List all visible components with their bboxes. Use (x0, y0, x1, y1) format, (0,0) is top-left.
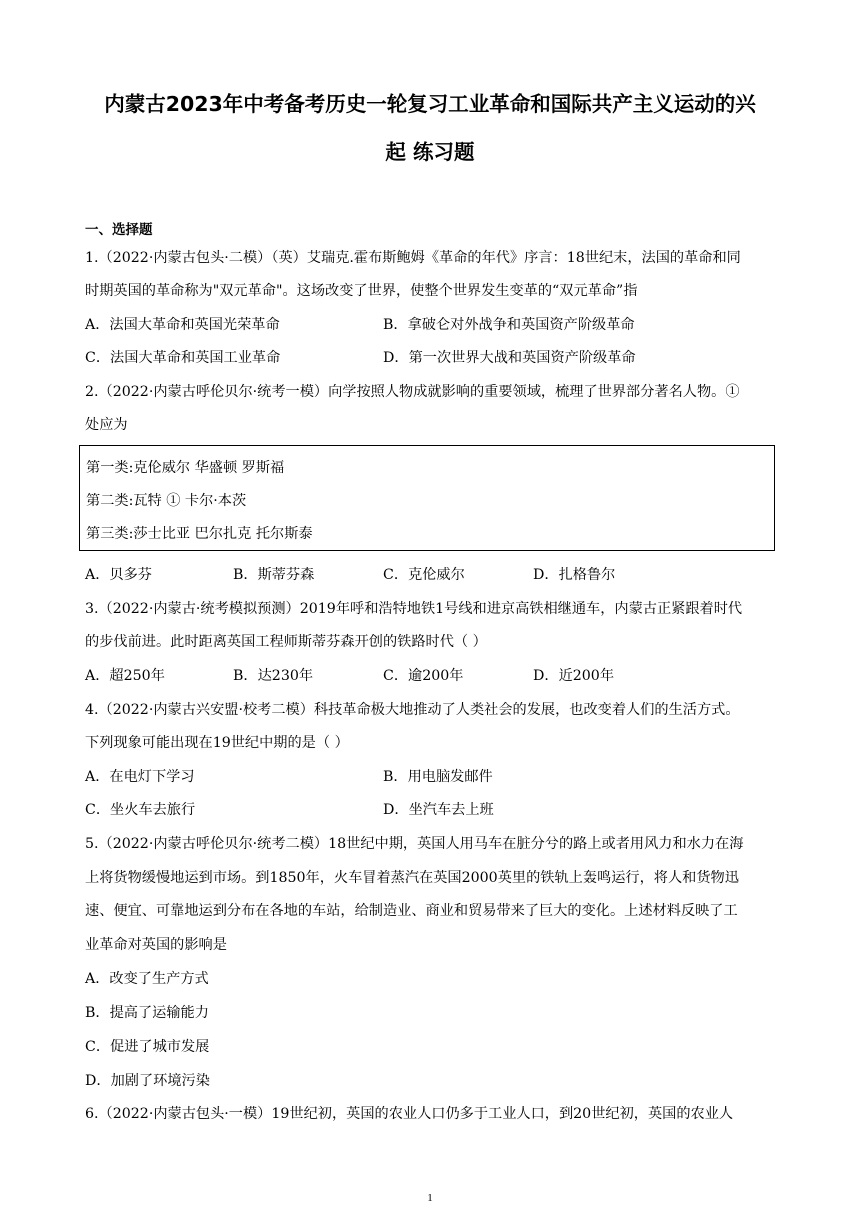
question-4-option-d: D．坐汽车去上班 (383, 802, 494, 818)
section-heading: 一、选择题 (85, 222, 153, 238)
question-4-option-a: A．在电灯下学习 (85, 769, 195, 785)
question-5-option-d: D．加剧了环境污染 (85, 1073, 210, 1089)
question-5-line-3: 速、便宜、可靠地运到分布在各地的车站，给制造业、商业和贸易带来了巨大的变化。上述材料反映了工 (85, 903, 738, 919)
box-row-1: 第一类:克伦威尔 华盛顿 罗斯福 (86, 460, 285, 476)
question-3-option-d: D．近200年 (533, 668, 615, 684)
question-2-line-2: 处应为 (85, 417, 128, 433)
question-5-option-a: A．改变了生产方式 (85, 971, 209, 987)
question-4-option-b: B．用电脑发邮件 (383, 769, 493, 785)
question-5-line-2: 上将货物缓慢地运到市场。到1850年，火车冒着蒸汽在英国2000英里的铁轨上轰鸣运行，将人和货物迅 (85, 870, 739, 886)
question-6-line-1: 6.（2022·内蒙古包头·一模）19世纪初，英国的农业人口仍多于工业人口，到20世纪初，英国的农业人 (85, 1106, 734, 1122)
question-3-option-a: A．超250年 (85, 668, 165, 684)
box-row-2: 第二类:瓦特 ① 卡尔·本茨 (86, 493, 247, 509)
question-2-option-d: D．扎格鲁尔 (533, 567, 616, 583)
question-1-option-c: C．法国大革命和英国工业革命 (85, 350, 281, 366)
question-2-option-a: A．贝多芬 (85, 567, 152, 583)
question-1-option-a: A．法国大革命和英国光荣革命 (85, 317, 280, 333)
question-2-option-c: C．克伦威尔 (383, 567, 465, 583)
question-2-line-1: 2.（2022·内蒙古呼伦贝尔·统考一模）向学按照人物成就影响的重要领域，梳理了世界部分著名人物。① (85, 384, 740, 400)
question-3-option-b: B．达230年 (233, 668, 314, 684)
question-1-line-2: 时期英国的革命称为"双元革命"。这场改变了世界，使整个世界发生变革的“双元革命”指 (85, 283, 638, 299)
question-3-option-c: C．逾200年 (383, 668, 464, 684)
question-4-line-2: 下列现象可能出现在19世纪中期的是（ ） (85, 735, 349, 751)
question-1-line-1: 1.（2022·内蒙古包头·二模）（英）艾瑞克.霍布斯鲍姆《革命的年代》序言：18世纪末，法国的革命和同 (85, 250, 741, 266)
question-1-option-d: D．第一次世界大战和英国资产阶级革命 (383, 350, 636, 366)
box-row-3: 第三类:莎士比亚 巴尔扎克 托尔斯泰 (86, 526, 313, 542)
classification-table-box (79, 445, 775, 551)
question-3-line-1: 3.（2022·内蒙古·统考模拟预测）2019年呼和浩特地铁1号线和进京高铁相继通车，内蒙古正紧跟着时代 (85, 601, 743, 617)
question-4-option-c: C．坐火车去旅行 (85, 802, 196, 818)
question-5-option-c: C．促进了城市发展 (85, 1039, 210, 1055)
document-title-line-1: 内蒙古2023年中考备考历史一轮复习工业革命和国际共产主义运动的兴 (104, 92, 756, 116)
question-5-line-4: 业革命对英国的影响是 (85, 937, 227, 953)
question-1-option-b: B．拿破仑对外战争和英国资产阶级革命 (383, 317, 635, 333)
page-number: 1 (427, 1192, 433, 1204)
question-5-option-b: B．提高了运输能力 (85, 1005, 209, 1021)
question-4-line-1: 4.（2022·内蒙古兴安盟·校考二模）科技革命极大地推动了人类社会的发展，也改变着人们的生活方式。 (85, 702, 740, 718)
question-5-line-1: 5.（2022·内蒙古呼伦贝尔·统考二模）18世纪中期，英国人用马车在脏分兮的路上或者用风力和水力在海 (85, 836, 744, 852)
question-3-line-2: 的步伐前进。此时距离英国工程师斯蒂芬森开创的铁路时代（ ） (85, 634, 487, 650)
question-2-option-b: B．斯蒂芬森 (233, 567, 315, 583)
document-title-line-2: 起 练习题 (385, 140, 475, 164)
